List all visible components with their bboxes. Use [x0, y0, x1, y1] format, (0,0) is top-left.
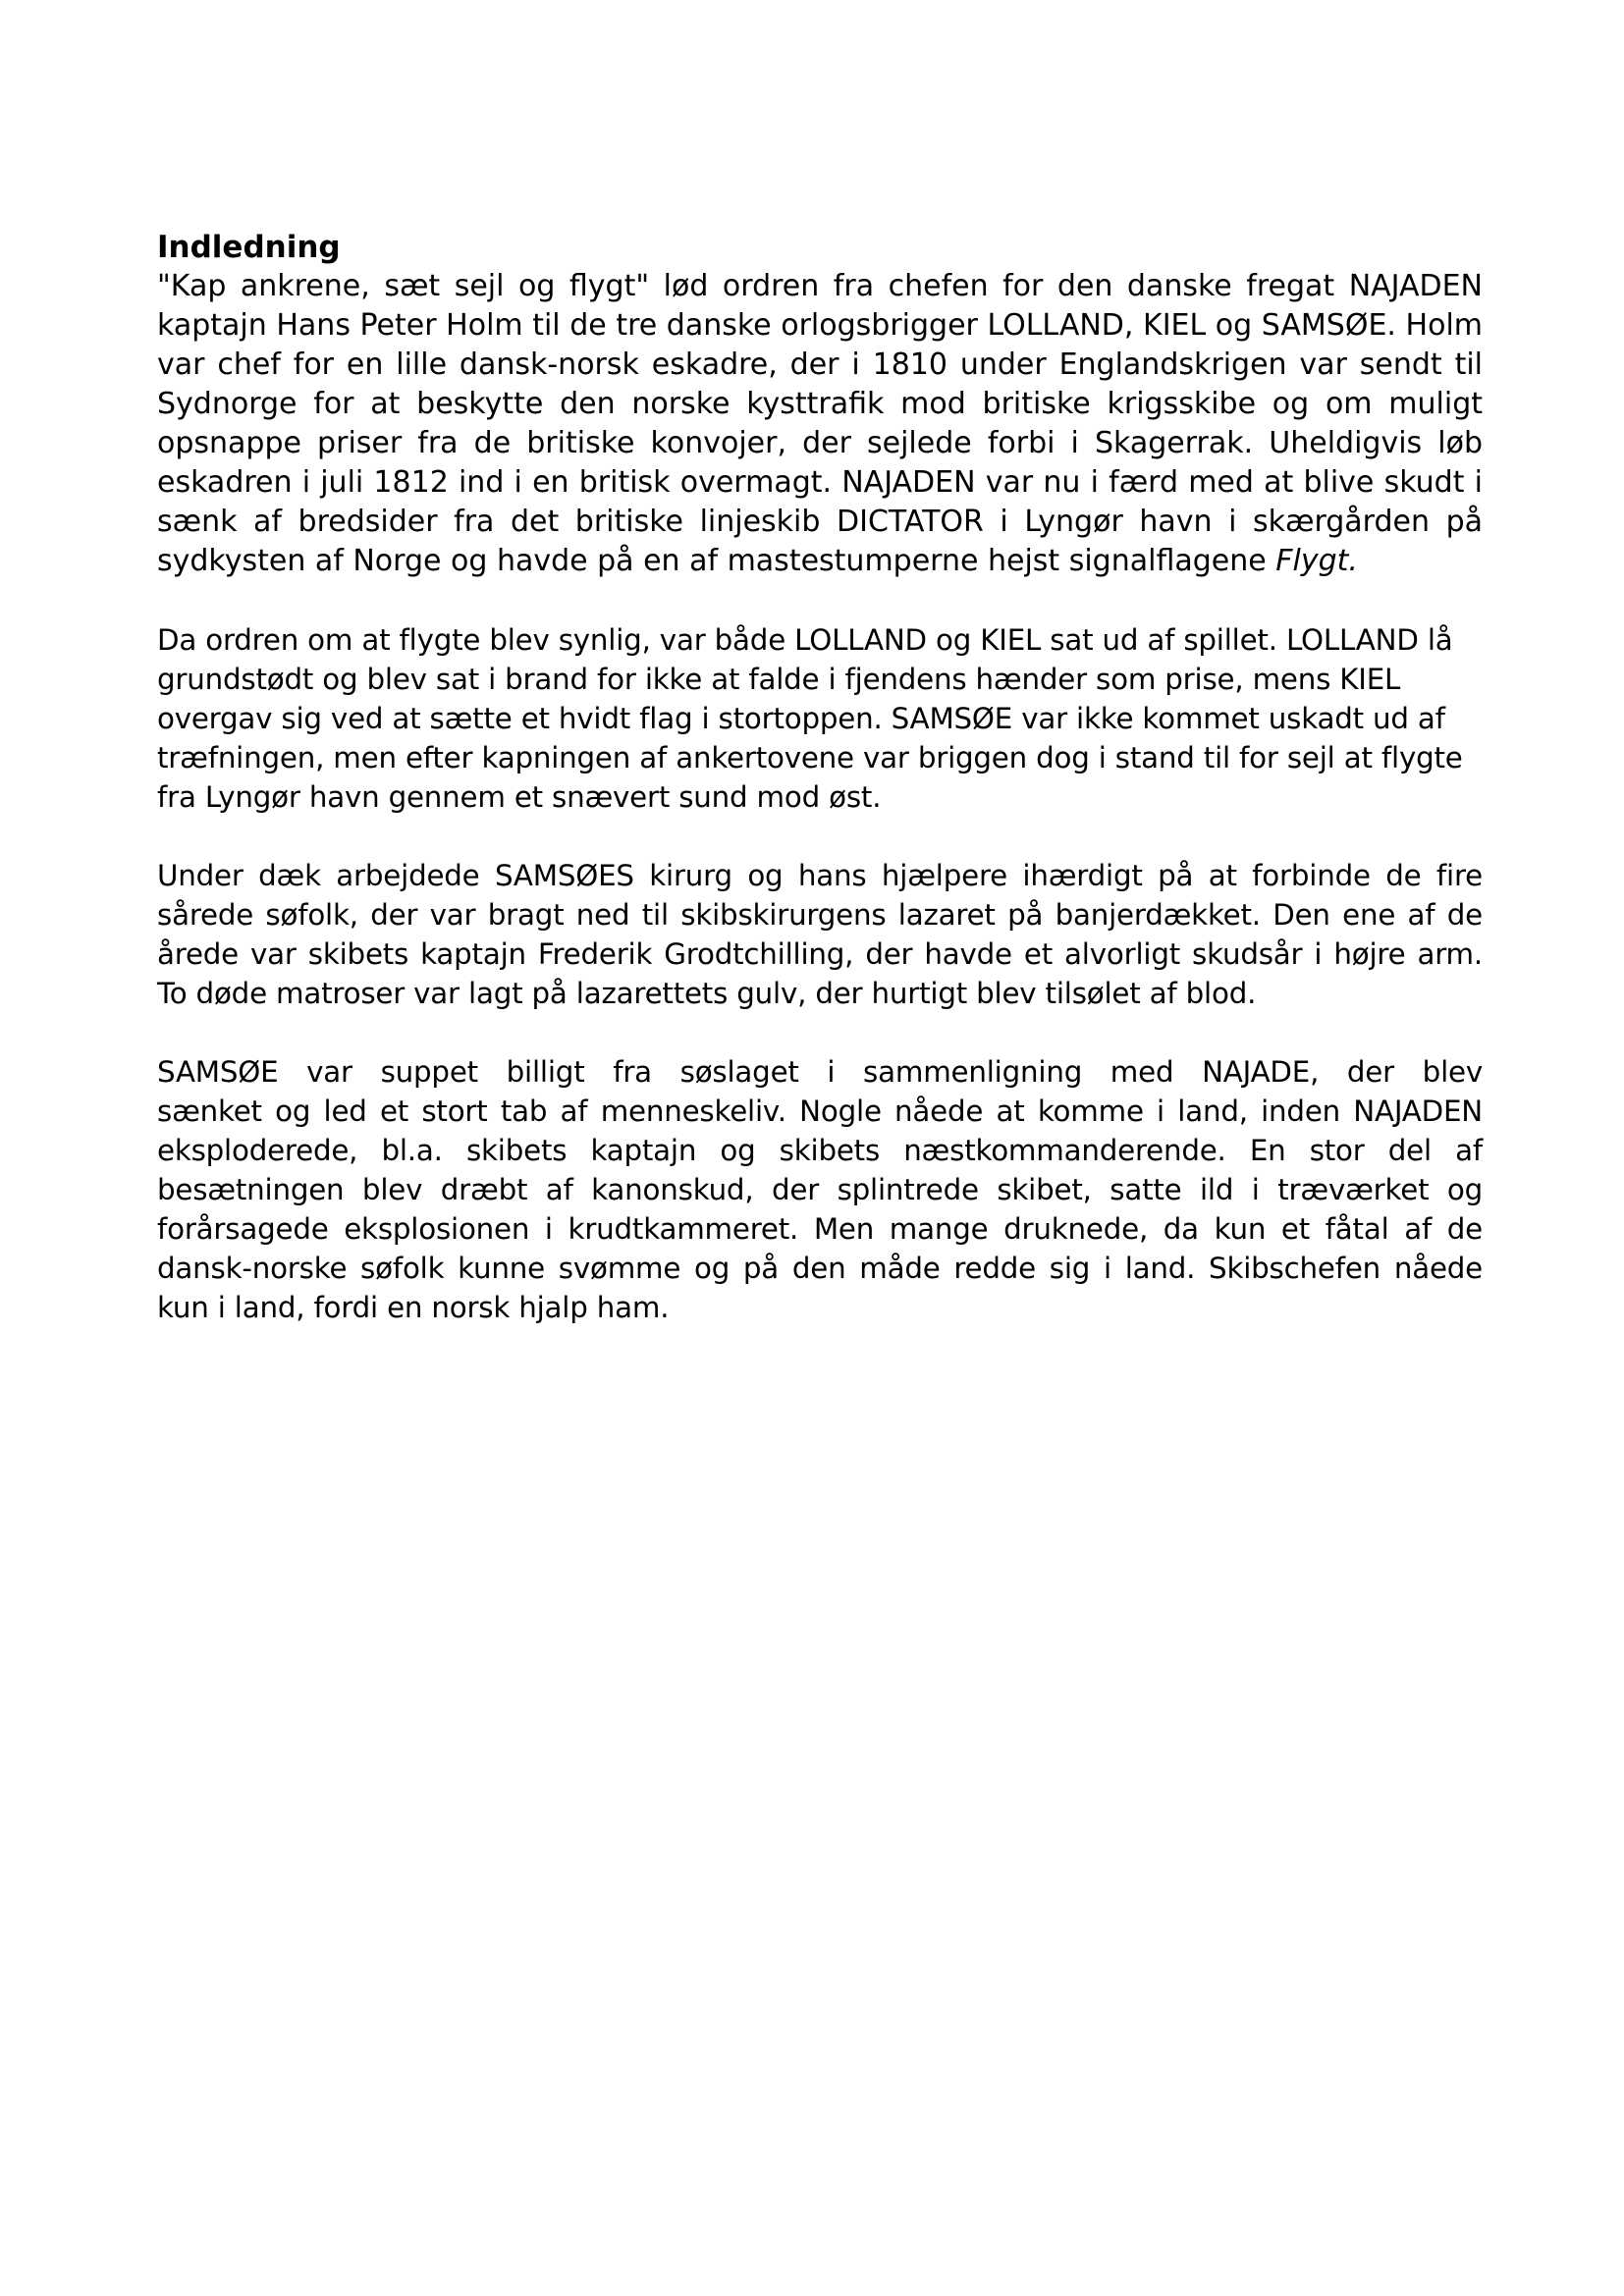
paragraph-4	[157, 1052, 1483, 1327]
document-page	[157, 228, 1483, 1327]
paragraph-1-text: "Kap ankrene, sæt sejl og flygt" lød ordren fra chefen for den danske fregat NAJADEN kaptajn Hans Peter Holm til de tre danske orlogsbrigger LOLLAND, KIEL og SAMSØE. Holm var chef for en lille dansk-norsk eskadre, der i 1810 under Englandskrigen var sendt til Sydnorge for at beskytte den norske kysttrafik mod britiske krigsskibe og om muligt opsnappe priser fra de britiske konvojer, der sejlede forbi i Skagerrak. Uheldigvis løb eskadren i juli 1812 ind i en britisk overmagt. NAJADEN var nu i færd med at blive skudt i sænk af bredsider fra det britiske linjeskib DICTATOR i Lyngør havn i skærgården på sydkysten af Norge og havde på en af mastestumperne hejst signalflagene	[157, 269, 1483, 578]
paragraph-4-text: sænket og led et stort tab af menneskeliv. Nogle nåede at komme i land, inden NAJADEN eksploderede, bl.a. skibets kaptajn og skibets næstkommanderende. En stor del af besætningen blev dræbt af kanonskud, der splintrede skibet, satte ild i træværket og forårsagede eksplosionen i krudtkammeret. Men mange druknede, da kun et fåtal af de dansk-norske søfolk kunne svømme og på den måde redde sig i land. Skibschefen nåede kun i land, fordi en norsk hjalp ham.	[157, 1095, 1483, 1324]
paragraph-2: Da ordren om at flygte blev synlig, var både LOLLAND og KIEL sat ud af spillet. LOLLAND lå grundstødt og blev sat i brand for ikke at falde i fjendens hænder som prise, mens KIEL overgav sig ved at sætte et hvidt flag i stortoppen. SAMSØE var ikke kommet uskadt ud af træfningen, men efter kapningen af ankertovene var briggen dog i stand til for sejl at flygte fra Lyngør havn gennem et snævert sund mod øst.	[157, 623, 1463, 814]
paragraph-1	[157, 267, 1483, 581]
paragraph-1-italic-word: Flygt.	[1275, 544, 1358, 578]
paragraph-4-first-line: SAMSØE var suppet billigt fra søslaget i sammenligning med NAJADE, der blev	[157, 1055, 1483, 1089]
paragraph-3: Under dæk arbejdede SAMSØES kirurg og hans hjælpere ihærdigt på at forbinde de fire sårede søfolk, der var bragt ned til skibskirurgens lazaret på banjerdækket. Den ene af de årede var skibets kaptajn Frederik Grodtchilling, der havde et alvorligt skudsår i højre arm. To døde matroser var lagt på lazarettets gulv, der hurtigt blev tilsølet af blod.	[157, 859, 1483, 1010]
section-heading: Indledning	[157, 230, 341, 265]
